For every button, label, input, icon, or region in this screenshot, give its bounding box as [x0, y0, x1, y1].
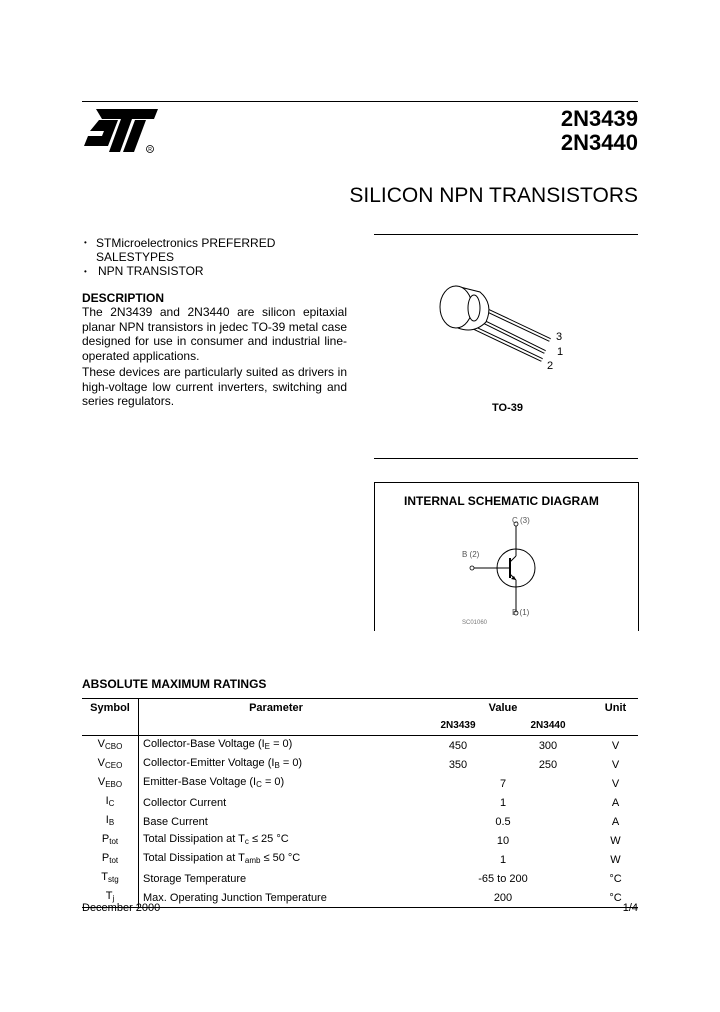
package-label: TO-39: [492, 402, 523, 414]
cell-parameter: Collector Current: [139, 793, 414, 812]
pin-label-1: 1: [557, 346, 564, 358]
cell-value-2n3439: 450: [448, 739, 468, 752]
description-paragraph-1: The 2N3439 and 2N3440 are silicon epitaxial planar NPN transistors in jedec TO-39 metal case designed for use in consumer and industrial line-operated applications.: [82, 305, 347, 363]
cell-parameter: Storage Temperature: [139, 869, 414, 888]
feature-bullet-1: •: [84, 238, 87, 247]
cell-value: 0.5: [495, 815, 511, 828]
cell-unit: V: [611, 758, 620, 771]
pin-c-label: C (3): [512, 516, 530, 525]
col-value-2n3439: 2N3439: [413, 717, 503, 736]
cell-unit: V: [611, 739, 620, 752]
table-row: [82, 850, 638, 869]
cell-symbol: $V_{CBO}$: [97, 738, 123, 751]
table-subheader-row: [82, 717, 638, 736]
cell-unit: V: [611, 777, 620, 790]
table-row: [82, 755, 638, 774]
cell-unit: W: [610, 853, 621, 866]
pin-b-label: B (2): [462, 550, 480, 559]
cell-symbol: $T_{stg}$: [101, 871, 119, 884]
col-unit: Unit: [593, 699, 638, 718]
pin-label-2: 2: [547, 360, 554, 372]
table-row: [82, 831, 638, 850]
part-number-1: 2N3439: [560, 106, 638, 131]
cell-parameter: Emitter-Base Voltage $(I_C = 0)$: [139, 774, 414, 793]
document-title: SILICON NPN TRANSISTORS: [349, 184, 638, 207]
cell-symbol: $T_j$: [82, 888, 139, 908]
table-row: [82, 888, 638, 908]
package-bottom-rule: [374, 458, 638, 459]
ratings-table: [82, 698, 638, 908]
cell-value: -65 to 200: [478, 872, 528, 885]
part-number-2: 2N3440: [560, 130, 638, 155]
description-paragraph-2: These devices are particularly suited as drivers in high-voltage low current inverters, switching and series regulators.: [82, 365, 347, 408]
cell-unit: °C: [609, 872, 622, 885]
cell-unit: °C: [593, 888, 638, 908]
feature-item: SALESTYPES: [96, 250, 175, 264]
cell-unit: W: [610, 834, 621, 847]
table-row: [82, 736, 638, 756]
cell-value-2n3440: 250: [538, 758, 558, 771]
cell-value: 1: [499, 796, 507, 809]
cell-value: 7: [499, 777, 507, 790]
col-symbol: Symbol: [82, 699, 139, 718]
footer-date: December 2000: [82, 902, 161, 914]
cell-parameter: Collector-Emitter Voltage $(I_B = 0)$: [139, 755, 414, 774]
cell-parameter: Base Current: [139, 812, 414, 831]
cell-parameter: Collector-Base Voltage $(I_E = 0)$: [139, 736, 414, 756]
schematic-code: SC01060: [462, 620, 488, 626]
cell-symbol: $I_B$: [105, 814, 115, 827]
cell-symbol: $P_{tot}$: [101, 852, 119, 865]
cell-parameter: Max. Operating Junction Temperature: [139, 888, 414, 908]
cell-parameter: Total Dissipation at $T_c \le 25$ °C: [139, 831, 414, 850]
cell-unit: A: [611, 796, 620, 809]
cell-unit: A: [611, 815, 620, 828]
table-header-row: [82, 699, 638, 718]
feature-item: NPN TRANSISTOR: [98, 264, 204, 278]
col-value-2n3440: 2N3440: [503, 717, 593, 736]
cell-parameter: Total Dissipation at $T_{amb} \le 50$ °C: [139, 850, 414, 869]
cell-value-2n3439: 350: [448, 758, 468, 771]
table-row: [82, 774, 638, 793]
cell-value-2n3440: 300: [538, 739, 558, 752]
ratings-heading: ABSOLUTE MAXIMUM RATINGS: [82, 677, 267, 691]
cell-value: 10: [496, 834, 510, 847]
table-row: [82, 812, 638, 831]
cell-symbol: $V_{CEO}$: [97, 757, 123, 770]
cell-symbol: $V_{EBO}$: [97, 776, 123, 789]
col-value: Value: [413, 699, 593, 718]
pin-label-3: 3: [556, 331, 563, 343]
feature-bullet-2: •: [84, 267, 87, 276]
feature-item: STMicroelectronics PREFERRED: [96, 236, 276, 250]
npn-transistor-symbol: [460, 518, 560, 618]
to39-package-drawing: [430, 280, 580, 380]
footer-page: 1/4: [622, 902, 638, 914]
package-top-rule: [374, 234, 638, 235]
table-row: [82, 869, 638, 888]
pin-e-label: E (1): [512, 608, 530, 617]
cell-symbol: $I_C$: [105, 795, 115, 808]
schematic-title: INTERNAL SCHEMATIC DIAGRAM: [404, 494, 599, 508]
col-parameter: Parameter: [139, 699, 414, 718]
svg-text:R: R: [148, 147, 152, 153]
cell-value: 200: [413, 888, 593, 908]
cell-value: 1: [499, 853, 507, 866]
st-logo: [82, 106, 160, 156]
description-heading: DESCRIPTION: [82, 291, 165, 305]
cell-symbol: $P_{tot}$: [101, 833, 119, 846]
header-rule: [82, 101, 638, 102]
table-row: [82, 793, 638, 812]
